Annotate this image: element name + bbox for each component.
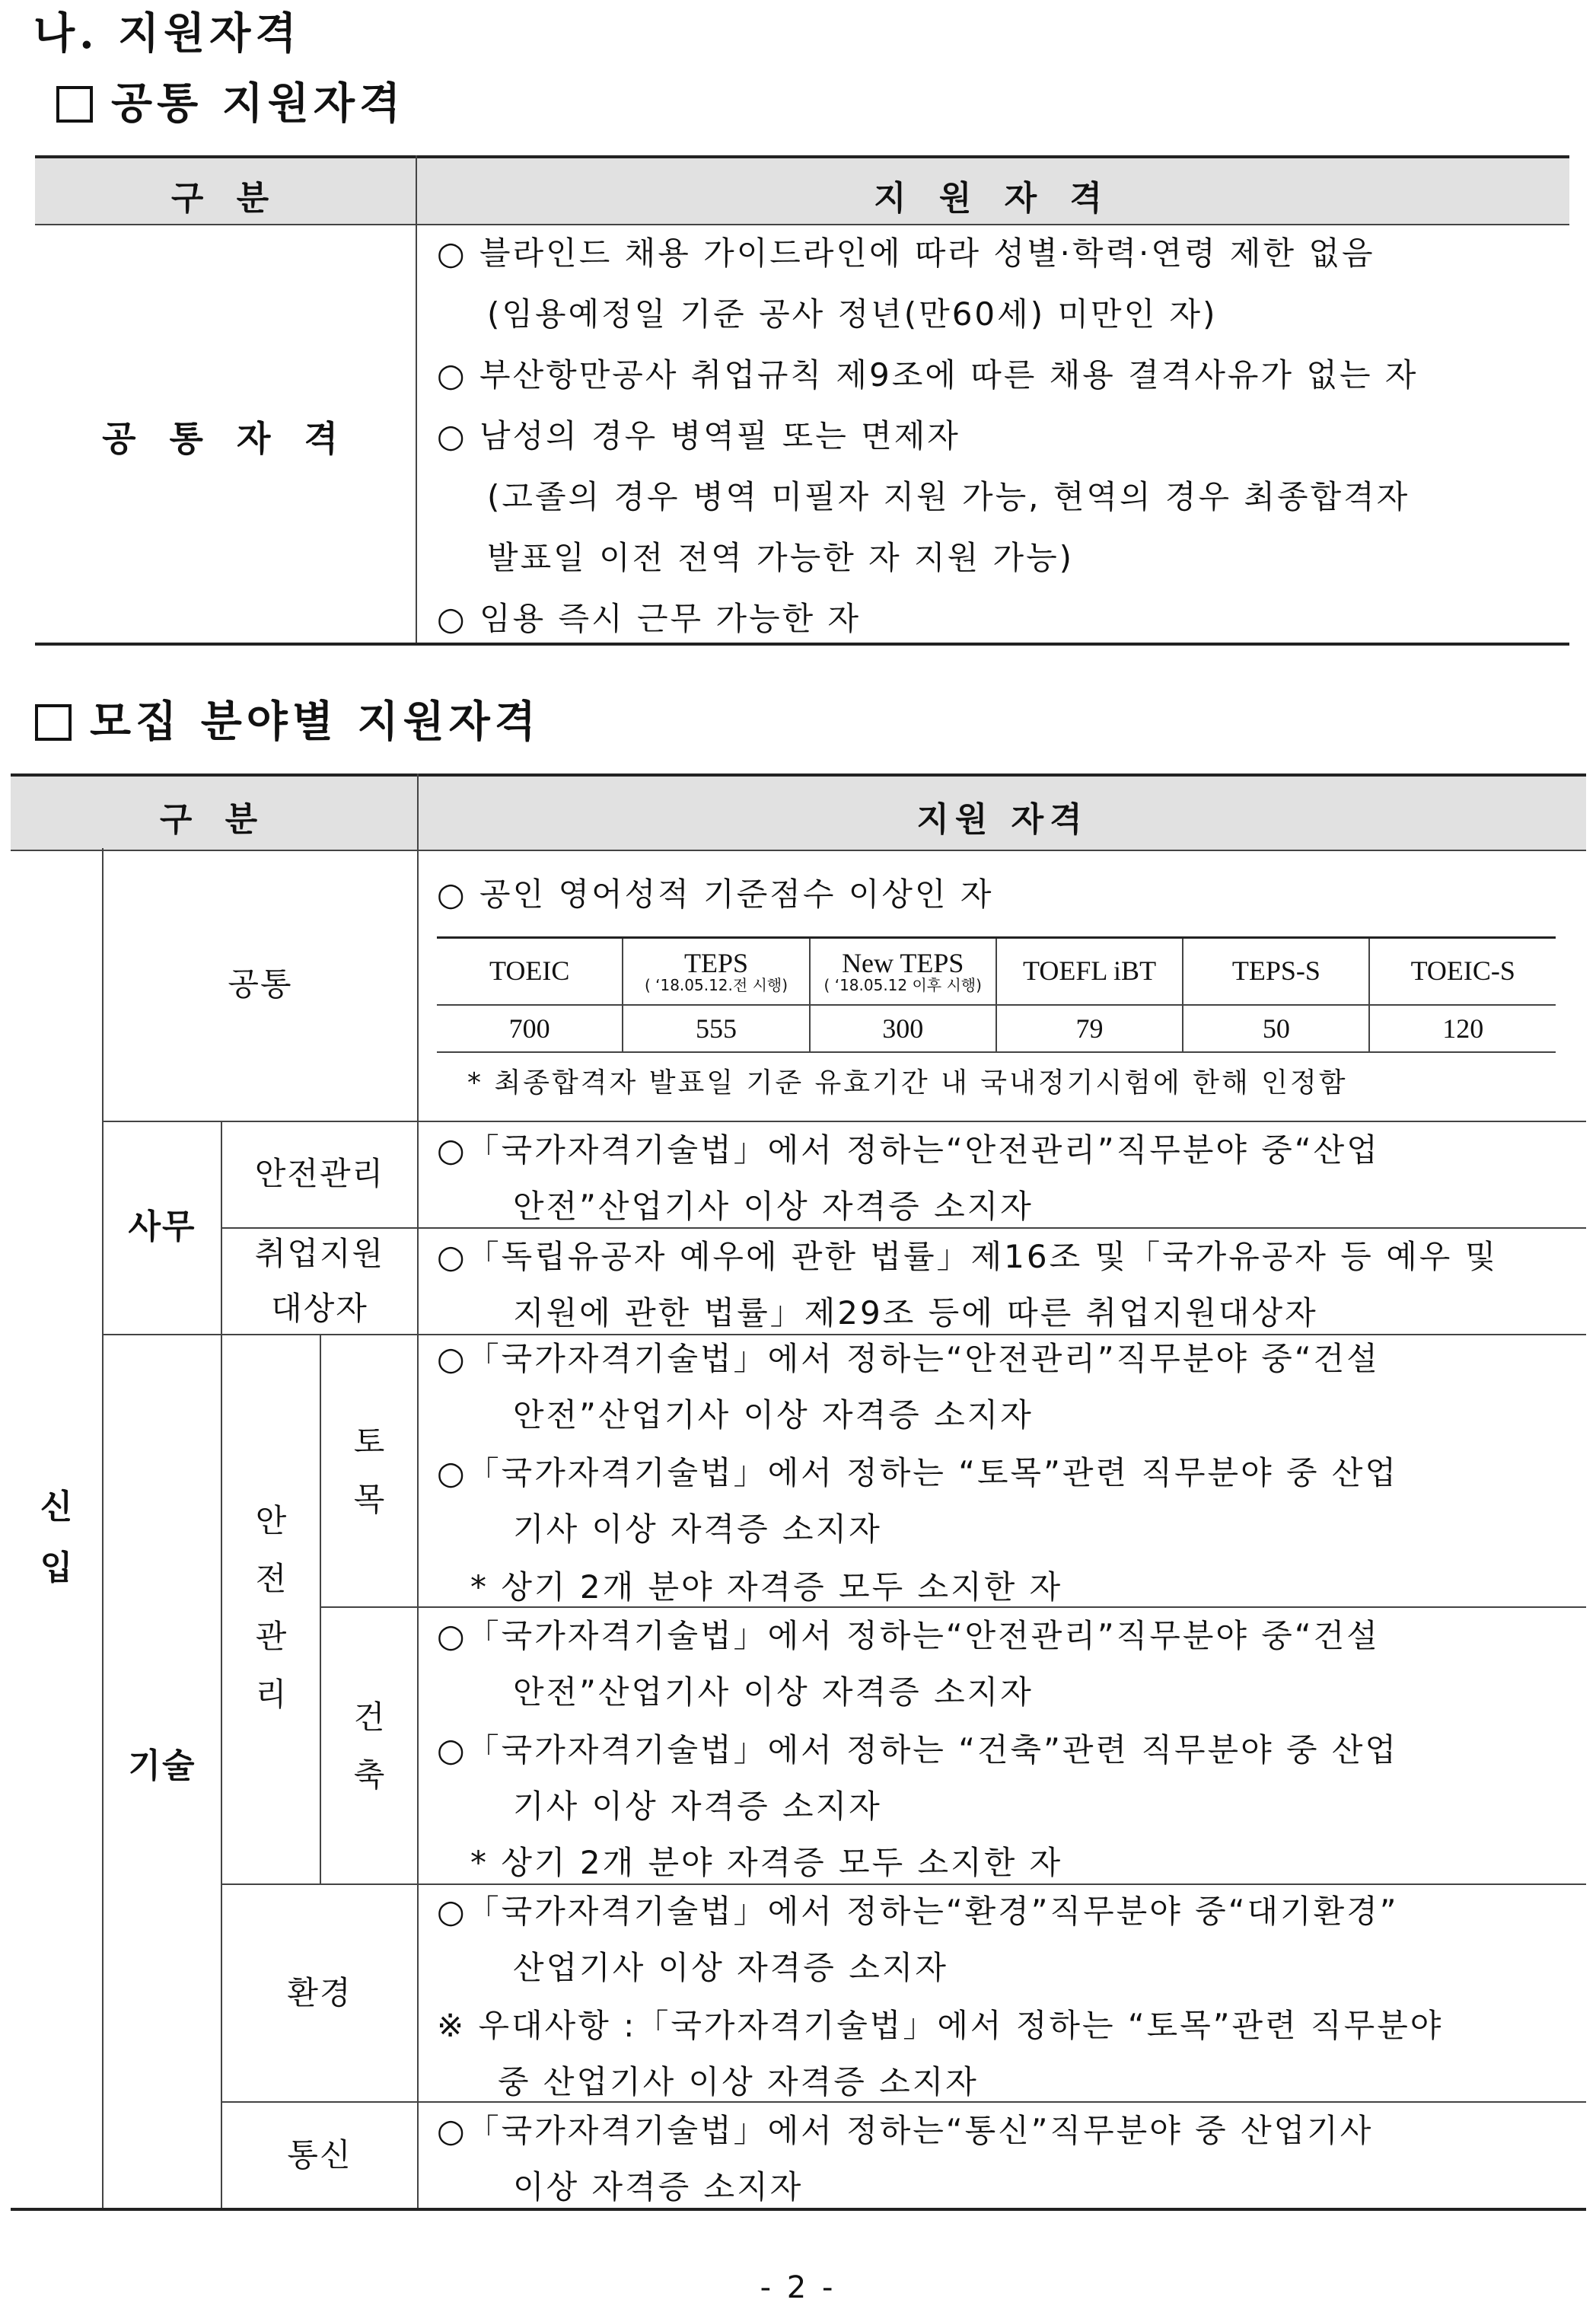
tomok-char: 목 <box>353 1481 385 1518</box>
field-section-title: 모집 분야별 지원자격 <box>90 697 540 747</box>
samu-label: 사무 <box>128 1207 196 1246</box>
score-value-toefl: 79 <box>996 1005 1183 1052</box>
field-table-hline <box>221 1227 1586 1229</box>
score-head-toeic-s: TOEIC-S <box>1369 938 1556 1006</box>
english-note: * 최종합격자 발표일 기준 유효기간 내 국내정기시험에 한해 인정함 <box>467 1067 1348 1099</box>
safety-line-2: 안전”산업기사 이상 자격증 소지자 <box>513 1188 1034 1225</box>
common-line-2: (임용예정일 기준 공사 정년(만60세) 미만인 자) <box>487 295 1218 333</box>
anjeon-char: 리 <box>255 1676 287 1713</box>
common-table-bottom <box>35 643 1569 646</box>
field-table-divider <box>417 773 419 2209</box>
safety-line-1: ○「국가자격기술법」에서 정하는“안전관리”직무분야 중“산업 <box>437 1131 1380 1169</box>
safety-label: 안전관리 <box>254 1155 385 1192</box>
geonchuk-label <box>321 1689 417 1804</box>
comm-line-1: ○「국가자격기술법」에서 정하는“통신”직무분야 중 산업기사 <box>437 2112 1374 2149</box>
tomok-line-2: 안전”산업기사 이상 자격증 소지자 <box>513 1396 1034 1434</box>
field-header-category: 구 분 <box>159 800 269 839</box>
common-section-title: 공통 지원자격 <box>111 78 406 129</box>
common-line-4: ○ 남성의 경우 병역필 또는 면제자 <box>437 417 960 455</box>
geonchuk-line-3: ○「국가자격기술법」에서 정하는 “건축”관련 직무분야 중 산업 <box>437 1731 1399 1769</box>
score-head-toeic: TOEIC <box>437 938 623 1006</box>
geonchuk-char: 건 <box>353 1698 385 1736</box>
tomok-label <box>321 1413 417 1529</box>
page-number: - 2 - <box>760 2270 836 2305</box>
sinip-label <box>11 1477 102 1599</box>
common-section-heading <box>56 70 405 131</box>
english-score-table <box>437 936 1556 1053</box>
env-label: 환경 <box>287 1974 352 2011</box>
score-value-teps-s: 50 <box>1183 1005 1369 1052</box>
comm-line-2: 이상 자격증 소지자 <box>513 2168 804 2206</box>
tomok-line-1: ○「국가자격기술법」에서 정하는“안전관리”직무분야 중“건설 <box>437 1340 1380 1377</box>
employment-label-1: 취업지원 <box>254 1235 385 1272</box>
tomok-char: 토 <box>353 1423 385 1460</box>
employment-label <box>222 1229 417 1334</box>
field-table-bottom <box>11 2208 1586 2211</box>
common-line-1: ○ 블라인드 채용 가이드라인에 따라 성별·학력·연령 제한 없음 <box>437 234 1375 272</box>
checkbox-square-icon <box>35 704 72 741</box>
geonchuk-line-1: ○「국가자격기술법」에서 정하는“안전관리”직무분야 중“건설 <box>437 1617 1380 1654</box>
english-intro: ○ 공인 영어성적 기준점수 이상인 자 <box>437 876 994 913</box>
env-line-4: 중 산업기사 이상 자격증 소지자 <box>498 2063 979 2100</box>
field-section-heading <box>35 688 540 749</box>
common-header-qualification: 지 원 자 격 <box>874 179 1113 218</box>
common-table-divider <box>416 155 417 644</box>
tomok-line-4: 기사 이상 자격증 소지자 <box>513 1510 882 1548</box>
common-line-7: ○ 임용 즉시 근무 가능한 자 <box>437 600 862 637</box>
gongtong-label: 공통 <box>228 965 293 1003</box>
score-value-toeic: 700 <box>437 1005 623 1052</box>
score-value-toeic-s: 120 <box>1369 1005 1556 1052</box>
env-line-3: ※ 우대사항 :「국가자격기술법」에서 정하는 “토목”관련 직무분야 <box>437 2007 1444 2044</box>
anjeon-char: 전 <box>255 1560 287 1597</box>
env-line-2: 산업기사 이상 자격증 소지자 <box>513 1949 948 1986</box>
gisul-label: 기술 <box>128 1746 196 1785</box>
anjeon-label <box>222 1492 320 1724</box>
tomok-line-3: ○「국가자격기술법」에서 정하는 “토목”관련 직무분야 중 산업 <box>437 1454 1399 1491</box>
field-table-hline <box>221 1883 1586 1885</box>
geonchuk-line-4: 기사 이상 자격증 소지자 <box>513 1788 882 1825</box>
common-header-category: 구 분 <box>170 179 280 218</box>
anjeon-char: 안 <box>255 1502 287 1539</box>
score-value-teps: 555 <box>623 1005 809 1052</box>
employment-label-2: 대상자 <box>271 1290 368 1327</box>
env-line-1: ○「국가자격기술법」에서 정하는“환경”직무분야 중“대기환경” <box>437 1893 1399 1930</box>
geonchuk-line-2: 안전”산업기사 이상 자격증 소지자 <box>513 1673 1034 1711</box>
anjeon-char: 관 <box>255 1618 287 1655</box>
score-head-teps-s: TEPS-S <box>1183 938 1369 1006</box>
common-row-label: 공 통 자 격 <box>102 418 349 459</box>
employment-line-2: 지원에 관한 법률」제29조 등에 따른 취업지원대상자 <box>513 1294 1318 1332</box>
comm-label: 통신 <box>287 2136 352 2174</box>
common-line-5: (고졸의 경우 병역 미필자 지원 가능, 현역의 경우 최종합격자 <box>487 478 1410 515</box>
tomok-line-5: * 상기 2개 분야 자격증 모두 소지한 자 <box>470 1568 1063 1606</box>
field-header-qualification: 지원 자격 <box>916 800 1088 839</box>
score-head-teps: TEPS ( ‘18.05.12.전 시행) <box>623 938 809 1006</box>
score-head-new-teps: New TEPS ( ‘18.05.12 이후 시행) <box>810 938 996 1006</box>
geonchuk-char: 축 <box>353 1756 385 1794</box>
geonchuk-line-5: * 상기 2개 분야 자격증 모두 소지한 자 <box>470 1844 1063 1881</box>
score-head-toefl: TOEFL iBT <box>996 938 1183 1006</box>
sinip-char: 신입 <box>40 1488 73 1587</box>
score-value-new-teps: 300 <box>810 1005 996 1052</box>
section-title: 나. 지원자격 <box>33 8 301 59</box>
employment-line-1: ○「독립유공자 예우에 관한 법률」제16조 및「국가유공자 등 예우 및 <box>437 1238 1499 1275</box>
common-line-3: ○ 부산항만공사 취업규칙 제9조에 따른 채용 결격사유가 없는 자 <box>437 356 1419 394</box>
common-line-6: 발표일 이전 전역 가능한 자 지원 가능) <box>487 539 1075 576</box>
checkbox-square-icon <box>56 86 93 123</box>
